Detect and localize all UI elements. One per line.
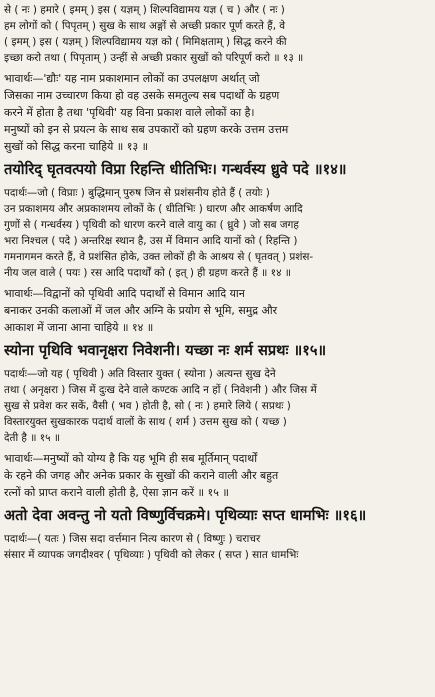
- text-line: गमनागमन करते हैं, वे प्रशंसित होके, उक्त लोकों ही के आश्रय से ( घृतवत् ) प्रशंस-: [4, 251, 314, 263]
- text-line: जिसका नाम उच्चारण किया हो वह उसके समतुल्य सब पदार्थों के ग्रहण: [4, 89, 280, 102]
- text-line: सुखों को सिद्ध करना चाहिये ॥ १३ ॥: [4, 140, 149, 153]
- verse-15-bhavarth: [4, 450, 431, 501]
- text-line: पदार्थः—जो ( विप्राः ) बुद्धिमान् पुरुष जिन से प्रशंसनीय होते हैं ( तयोः ): [4, 187, 270, 199]
- text-line: आकाश में जाना आना चाहिये ॥ १४ ॥: [4, 321, 154, 334]
- mantra-16: अतो देवा अवन्तु नो यतो विष्णुर्विचक्रमे। पृथिव्याः सप्त धामभिः ॥१६॥: [4, 507, 367, 524]
- text-line: उन प्रकाशमय और अप्रकाशमय लोकों के ( धीतिभिः ) धारण और आकर्षण आदि: [4, 203, 303, 215]
- text-line: पदार्थः—जो यह ( पृथिवी ) अति विस्तार युक्त ( स्योना ) अत्यन्त सुख देने: [4, 368, 276, 380]
- text-line: बनाकर उनकी कलाओं में जल और अग्नि के प्रयोग से भूमि, समुद्र और: [4, 304, 278, 317]
- verse-13-translation: [4, 2, 431, 66]
- text-line: ( इमम् ) इस ( यज्ञम् ) शिल्पविद्यामय यज्ञ को ( मिमिक्षताम् ) सिद्ध करने की: [4, 36, 287, 48]
- text-line: विस्तारयुक्त सुखकारक पदार्थ वालों के साथ ( शर्म ) उत्तम सुख को ( यच्छ ): [4, 416, 287, 428]
- text-line: रत्नों को प्राप्त कराने वाली होती है, ऐसा ज्ञान करें ॥ १५ ॥: [4, 486, 229, 499]
- mantra-15: स्योना पृथिवि भवानृक्षरा निवेशनी। यच्छा नः शर्म सप्रथः ॥१५॥: [4, 342, 327, 359]
- text-line: पदार्थः—( यतः ) जिस सदा वर्त्तमान नित्य कारण से ( विष्णुः ) चराचर: [4, 533, 261, 545]
- text-line: नीय जल वाले ( पयः ) रस आदि पदार्थों को ( इत् ) ही ग्रहण करते हैं ॥ १४ ॥: [4, 267, 292, 279]
- verse-14-padarth: [4, 185, 431, 281]
- text-line: तथा ( अनृक्षरा ) जिस में दुःख देने वाले कण्टक आदि न हों ( निवेशनी ) और जिस में: [4, 384, 317, 396]
- verse-15-padarth: [4, 366, 431, 446]
- text-line: से ( नः ) हमारे ( इमम् ) इस ( यज्ञम् ) शिल्पविद्यामय यज्ञ ( च ) और ( नः ): [4, 4, 285, 16]
- text-line: गुणों से ( गन्धर्वस्य ) पृथिवी को धारण करने वाले वायु का ( ध्रुवे ) जो सब जगह: [4, 219, 299, 231]
- text-line: सुख से प्रवेश कर सकें, वैसी ( भव ) होती है, सो ( नः ) हमारे लिये ( सप्रथः ): [4, 400, 291, 412]
- text-line: देती है ॥ १५ ॥: [4, 432, 61, 444]
- text-line: के रहने की जगह और अनेक प्रकार के सुखों की कराने वाली और बहुत: [4, 469, 279, 482]
- verse-16-padarth: [4, 531, 431, 563]
- text-line: संसार में व्यापक जगदीश्वर ( पृथिव्याः ) पृथिवी को लेकर ( सप्त ) सात धामभिः: [4, 549, 299, 561]
- mantra-14: तयोरिद् घृतवत्पयो विप्रा रिहन्ति धीतिभिः। गन्धर्वस्य ध्रुवे पदे ॥१४॥: [4, 161, 347, 178]
- text-line: भरा निश्चल ( पदे ) अन्तरिक्ष स्थान है, उस में विमान आदि यानों को ( रिहन्ति ): [4, 235, 298, 247]
- text-line: मनुष्यों को इन से प्रयत्न के साथ सब उपकारों को ग्रहण करके उत्तम उत्तम: [4, 123, 289, 136]
- text-line: भावार्थः—मनुष्यों को योग्य है कि यह भूमि ही सब मूर्तिमान् पदार्थों: [4, 452, 258, 465]
- text-line: भावार्थः—विद्वानों को पृथिवी आदि पदार्थों से विमान आदि यान: [4, 287, 245, 300]
- verse-14-bhavarth: [4, 285, 431, 336]
- text-line: इच्छा करो तथा ( पिपृताम् ) उन्हीं से अच्छी प्रकार सुखों को परिपूर्ण करो ॥ १३ ॥: [4, 52, 304, 64]
- verse-13-bhavarth: [4, 70, 431, 155]
- text-line: हम लोगों को ( पिपृतम् ) सुख के साथ अङ्गों से अच्छी प्रकार पूर्ण करते हैं, वे: [4, 20, 286, 32]
- text-line: भावार्थः—'द्यौः' यह नाम प्रकाशमान लोकों का उपलक्षण अर्थात् जो: [4, 72, 260, 85]
- text-line: करने में होता है तथा 'पृथिवी' यह विना प्रकाश वाले लोकों का है।: [4, 106, 255, 119]
